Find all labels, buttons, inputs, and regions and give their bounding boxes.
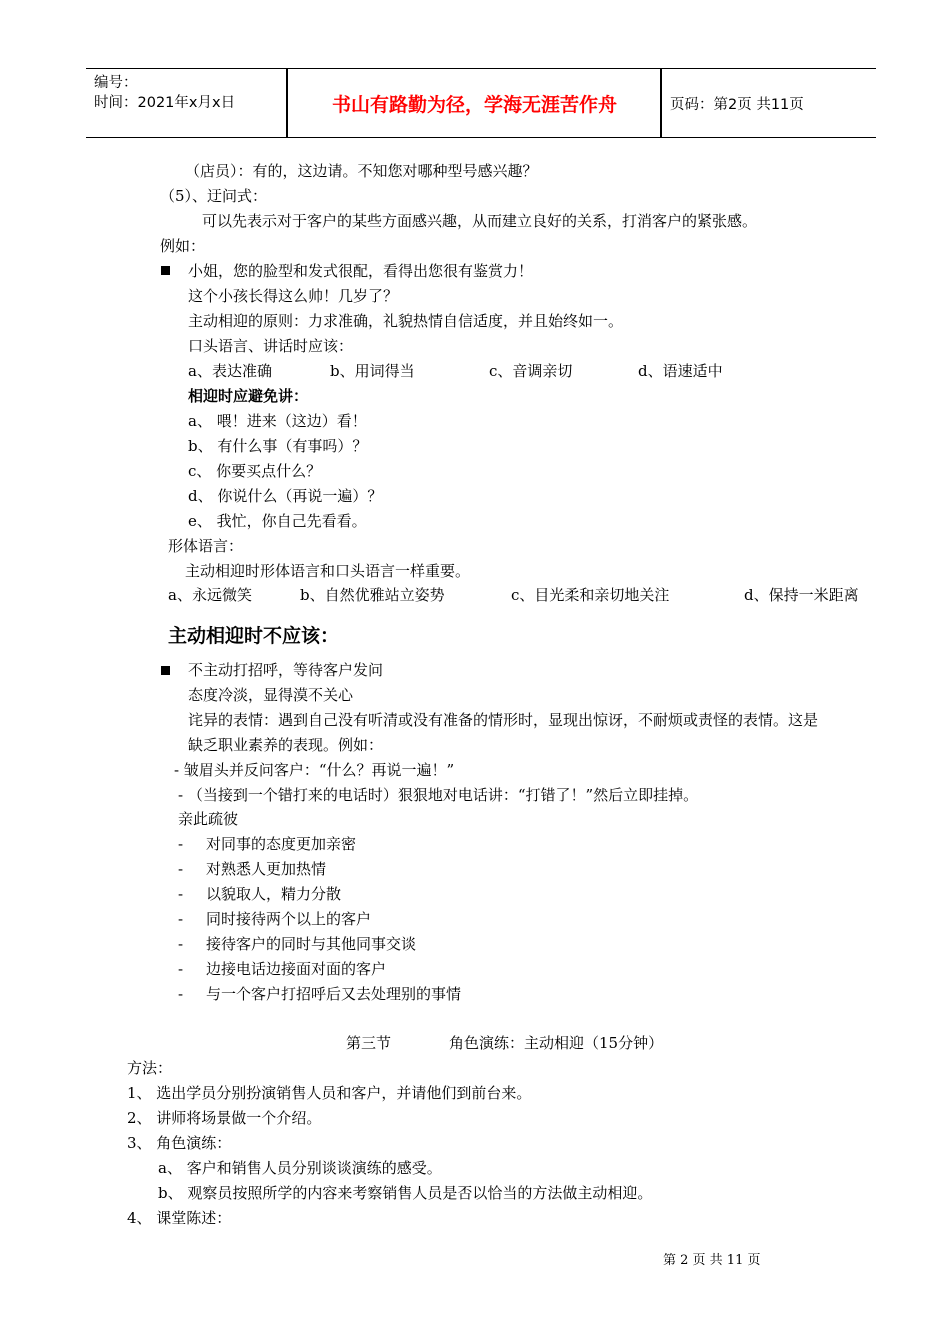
list-dash: -: [178, 835, 184, 853]
time-label: 时间：2021年x月x日: [94, 95, 236, 111]
text-line: 小姐，您的脸型和发式很配，看得出您很有鉴赏力！: [188, 262, 534, 280]
text-line: 4、 课堂陈述：: [127, 1209, 232, 1227]
text-line: 主动相迎的原则：力求准确，礼貌热情自信适度，并且始终如一。: [188, 312, 624, 330]
list-item: 与一个客户打招呼后又去处理别的事情: [206, 985, 462, 1003]
option-item: c、目光柔和亲切地关注: [511, 586, 670, 604]
text-line: a、 喂！进来（这边）看！: [188, 412, 367, 430]
text-line: （店员）：有的，这边请。不知您对哪种型号感兴趣？: [185, 162, 538, 180]
text-line: 口头语言、讲话时应该：: [188, 337, 354, 355]
text-line: 1、 选出学员分别扮演销售人员和客户，并请他们到前台来。: [127, 1084, 532, 1102]
text-line: - 皱眉头并反问客户：“什么？再说一遍！”: [174, 761, 455, 779]
option-item: a、永远微笑: [168, 586, 252, 604]
text-line: 亲此疏彼: [178, 810, 239, 828]
option-item: d、语速适中: [638, 362, 723, 380]
list-dash: -: [178, 960, 184, 978]
text-line: c、 你要买点什么？: [188, 462, 322, 480]
text-line: d、 你说什么（再说一遍）？: [188, 487, 383, 505]
option-item: b、用词得当: [330, 362, 415, 380]
text-line: 可以先表示对于客户的某些方面感兴趣，从而建立良好的关系，打消客户的紧张感。: [202, 212, 758, 230]
subheading: 相迎时应避免讲：: [188, 387, 309, 405]
document-header: [86, 68, 876, 138]
section-heading: 主动相迎时不应该：: [168, 625, 340, 647]
list-dash: -: [178, 885, 184, 903]
text-line: e、 我忙，你自己先看看。: [188, 512, 367, 530]
option-item: a、表达准确: [188, 362, 272, 380]
list-dash: -: [178, 910, 184, 928]
text-line: 2、 讲师将场景做一个介绍。: [127, 1109, 322, 1127]
text-line: - （当接到一个错打来的电话时）狠狠地对电话讲：“打错了！”然后立即挂掉。: [178, 786, 699, 804]
text-line: 这个小孩长得这么帅！几岁了？: [188, 287, 399, 305]
section-title: 角色演练：主动相迎（15分钟）: [449, 1034, 664, 1052]
list-item: 对熟悉人更加热情: [206, 860, 327, 878]
list-item: 接待客户的同时与其他同事交谈: [206, 935, 417, 953]
text-line: 缺乏职业素养的表现。例如：: [188, 736, 384, 754]
text-line: 不主动打招呼，等待客户发问: [188, 661, 384, 679]
text-line: 例如：: [160, 237, 206, 255]
text-line: 诧异的表情：遇到自己没有听清或没有准备的情形时，显现出惊讶，不耐烦或责怪的表情。这是: [188, 711, 819, 729]
text-line: （5）、迂问式：: [160, 187, 268, 205]
header-divider-2: [660, 69, 662, 137]
text-line: 方法：: [127, 1059, 173, 1077]
option-item: d、保持一米距离: [744, 586, 859, 604]
page-footer: 第 2 页 共 11 页: [663, 1253, 761, 1268]
text-line: b、 观察员按照所学的内容来考察销售人员是否以恰当的方法做主动相迎。: [158, 1184, 653, 1202]
option-item: c、音调亲切: [489, 362, 573, 380]
text-line: 态度冷淡，显得漠不关心: [188, 686, 354, 704]
section-number: 第三节: [346, 1034, 392, 1052]
list-item: 边接电话边接面对面的客户: [206, 960, 387, 978]
text-line: 3、 角色演练：: [127, 1134, 232, 1152]
bullet-square-icon: [161, 266, 170, 275]
list-item: 对同事的态度更加亲密: [206, 835, 357, 853]
list-dash: -: [178, 860, 184, 878]
bullet-square-icon: [161, 666, 170, 675]
text-line: b、 有什么事（有事吗）？: [188, 437, 368, 455]
header-motto: 书山有路勤为径，学海无涯苦作舟: [331, 93, 617, 116]
code-label: 编号：: [94, 75, 138, 91]
option-item: b、自然优雅站立姿势: [300, 586, 445, 604]
text-line: 形体语言：: [168, 537, 244, 555]
list-dash: -: [178, 935, 184, 953]
text-line: a、 客户和销售人员分别谈谈演练的感受。: [158, 1159, 442, 1177]
list-dash: -: [178, 985, 184, 1003]
text-line: 主动相迎时形体语言和口头语言一样重要。: [185, 562, 471, 580]
header-page-info: 页码：第2页 共11页: [670, 96, 804, 113]
list-item: 同时接待两个以上的客户: [206, 910, 372, 928]
list-item: 以貌取人，精力分散: [206, 885, 342, 903]
header-meta: [94, 73, 284, 113]
